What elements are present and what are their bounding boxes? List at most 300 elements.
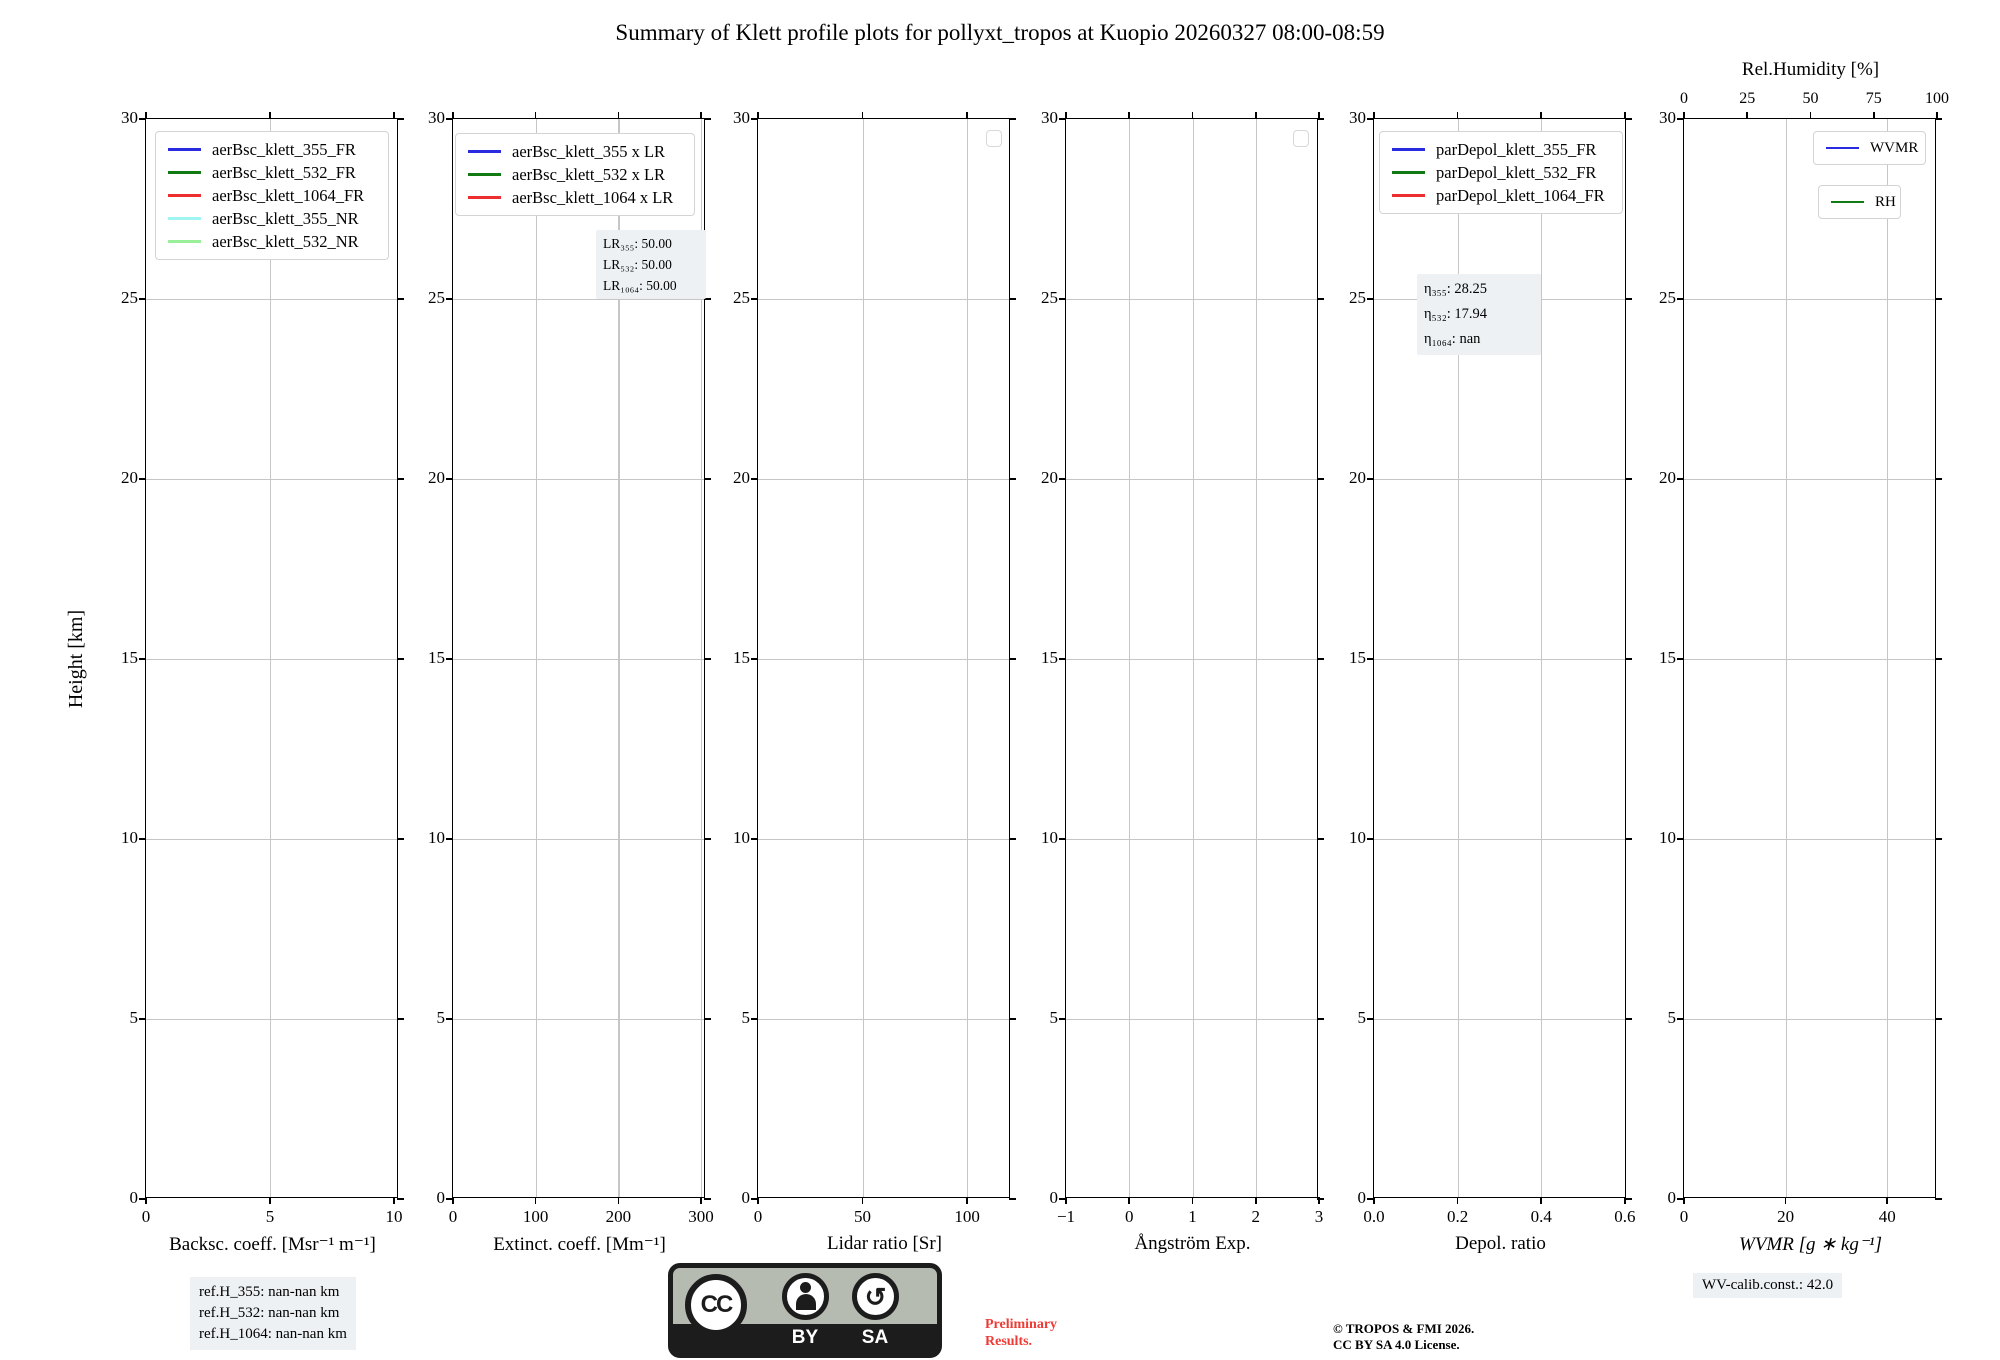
y-tick-right [1625,658,1632,660]
x-tick-top [700,112,702,119]
legend-line-sample [168,217,201,219]
y-tick-label: 30 [733,108,750,127]
x-tick-label: 100 [954,1207,980,1226]
y-tick [139,1198,146,1200]
y-tick-label: 10 [733,828,750,847]
ref-height-annotation [190,1277,356,1350]
y-tick [446,118,453,120]
y-tick [1367,1018,1374,1020]
gridline-y [1684,299,1935,300]
legend-line-sample [468,173,501,175]
x-tick-top [862,112,864,119]
annotation-line: η₁₀₆₄: nan [1424,331,1481,347]
legend-label: RH [1875,193,1896,210]
legend-entry [462,163,688,186]
y-tick-right [1317,478,1324,480]
y-tick-label: 25 [733,288,750,307]
top-axis-tick [1873,112,1875,119]
y-tick [446,478,453,480]
y-tick-label: 15 [1041,648,1058,667]
y-tick-label: 15 [1349,648,1366,667]
x-tick [1785,1197,1787,1204]
top-axis-tick [1746,112,1748,119]
x-tick [1255,1197,1257,1204]
y-tick-label: 20 [121,468,138,487]
top-axis-tick-label: 100 [1925,90,1949,107]
legend-box [1813,131,1926,165]
y-tick-label: 10 [1659,828,1676,847]
y-tick [751,298,758,300]
y-tick [1367,1198,1374,1200]
y-tick-right [1317,118,1324,120]
y-tick-right [1009,658,1016,660]
copyright-note [1333,1321,1474,1353]
top-axis-tick-label: 25 [1739,90,1756,107]
y-tick-label: 5 [129,1008,138,1027]
y-tick-right [704,118,711,120]
legend-label: aerBsc_klett_532_NR [212,231,359,251]
top-axis-tick-label: 0 [1680,90,1688,107]
x-axis-label: WVMR [g ∗ kg⁻¹] [1739,1234,1882,1255]
empty-legend-box [986,130,1002,147]
legend-entry [1386,184,1616,207]
annotation-box [596,230,706,299]
gridline-y [146,659,397,660]
y-tick [446,298,453,300]
legend-entry [162,138,382,161]
x-tick-top [1128,112,1130,119]
y-tick-right [397,478,404,480]
gridline-y [453,1019,704,1020]
x-tick-label: 5 [265,1207,275,1226]
y-tick-right [397,298,404,300]
y-tick-label: 25 [428,288,445,307]
y-tick-right [397,1018,404,1020]
x-tick-top [1255,112,1257,119]
cc-logo-icon: CC [685,1274,747,1336]
y-tick-right [1009,298,1016,300]
legend-label: aerBsc_klett_355_NR [212,208,359,228]
x-tick [862,1197,864,1204]
x-tick [1886,1197,1888,1204]
y-tick-label: 10 [428,828,445,847]
legend-label: aerBsc_klett_1064 x LR [512,187,674,207]
legend-entry [162,230,382,253]
cc-sa-label: SA [861,1327,889,1348]
attribution-person-icon [782,1273,829,1320]
legend-line-sample [1831,201,1864,203]
gridline-x [1541,119,1542,1197]
gridline-y [1374,659,1625,660]
gridline-y [1374,479,1625,480]
x-tick-top [1457,112,1459,119]
x-axis-label: Extinct. coeff. [Mm⁻¹] [493,1234,666,1255]
x-tick-label: 0.2 [1447,1207,1469,1226]
legend-line-sample [468,196,501,198]
annotation-line: η₅₃₂: 17.94 [1424,306,1488,322]
y-tick [1059,1198,1066,1200]
wv-calibration-annotation: WV-calib.const.: 42.0 [1693,1273,1842,1298]
y-tick-right [1625,838,1632,840]
y-tick [139,118,146,120]
y-tick [1059,838,1066,840]
legend-line-sample [1392,171,1425,173]
person-icon [787,1278,824,1315]
legend-label: WVMR [1870,139,1919,156]
x-tick-label: 0 [448,1207,458,1226]
y-tick-right [704,658,711,660]
copyright-line-1: © TROPOS & FMI 2026. [1333,1321,1475,1336]
y-tick-right [704,478,711,480]
gridline-y [1374,839,1625,840]
y-tick-right [397,118,404,120]
panel-wvmr [1659,59,1949,1255]
x-tick-label: 40 [1878,1207,1896,1226]
x-tick-label: 0 [753,1207,763,1226]
y-tick-right [1317,1198,1324,1200]
x-axis-label: Lidar ratio [Sr] [826,1233,942,1254]
y-tick-right [397,838,404,840]
y-tick [1367,298,1374,300]
x-tick-label: 0 [1679,1207,1689,1226]
legend-label: parDepol_klett_355_FR [1436,139,1597,159]
gridline-y [453,839,704,840]
y-tick-label: 0 [436,1188,445,1207]
x-tick [269,1197,271,1204]
gridline-x [1129,119,1130,1197]
y-tick-right [1009,838,1016,840]
top-axis-tick-label: 50 [1802,90,1819,107]
x-tick-top [393,112,395,119]
y-tick-right [1935,838,1942,840]
legend-box [1818,185,1901,219]
y-tick [1677,838,1684,840]
y-tick [1367,478,1374,480]
gridline-y [1684,659,1935,660]
x-tick-label: 10 [385,1207,403,1226]
gridline-y [1684,479,1935,480]
x-tick [1457,1197,1459,1204]
ref-height-1064: ref.H_1064: nan-nan km [199,1326,347,1342]
x-tick-top [966,112,968,119]
gridline-y [453,299,704,300]
legend-box [155,131,389,260]
x-axis-label: Ångström Exp. [1134,1233,1251,1254]
gridline-y [453,479,704,480]
gridline-y [758,1019,1009,1020]
y-tick-label: 0 [1049,1188,1058,1207]
y-tick [446,1198,453,1200]
y-tick-label: 30 [428,108,445,127]
y-tick-label: 20 [428,468,445,487]
y-tick-label: 10 [1041,828,1058,847]
gridline-x [270,119,271,1197]
x-tick [700,1197,702,1204]
y-tick-label: 5 [436,1008,445,1027]
gridline-y [1066,1019,1317,1020]
y-tick-label: 20 [1041,468,1058,487]
cc-by-sa-badge [668,1263,942,1358]
x-tick-top [269,112,271,119]
x-tick-label: 2 [1251,1207,1260,1226]
y-tick-right [704,1198,711,1200]
top-axis-label: Rel.Humidity [%] [1741,59,1880,80]
y-tick-label: 25 [1041,288,1058,307]
gridline-y [146,1019,397,1020]
y-tick-right [397,1198,404,1200]
legend-entry [462,186,688,209]
x-tick [1192,1197,1194,1204]
legend-line-sample [1392,194,1425,196]
gridline-y [146,299,397,300]
x-tick-label: 300 [688,1207,714,1226]
cc-by-label: BY [791,1327,819,1348]
legend-label: parDepol_klett_1064_FR [1436,185,1605,205]
x-axis-label: Backsc. coeff. [Msr⁻¹ m⁻¹] [169,1234,376,1255]
y-tick-right [1625,478,1632,480]
gridline-x [1887,119,1888,1197]
legend-label: aerBsc_klett_355 x LR [512,141,666,161]
legend-entry [162,161,382,184]
y-tick-label: 30 [1659,108,1676,127]
y-tick-label: 15 [121,648,138,667]
y-tick-right [1009,478,1016,480]
y-tick [1677,298,1684,300]
legend-entry [1386,138,1616,161]
y-tick-label: 5 [741,1008,750,1027]
y-tick-label: 10 [121,828,138,847]
x-tick-top [1192,112,1194,119]
y-tick-label: 30 [1349,108,1366,127]
y-tick-label: 5 [1667,1008,1676,1027]
y-tick-right [397,658,404,660]
legend-label: aerBsc_klett_355_FR [212,139,356,159]
legend-line-sample [168,148,201,150]
y-tick [139,478,146,480]
y-tick [751,658,758,660]
gridline-y [758,839,1009,840]
share-alike-icon: ↺ [852,1273,899,1320]
gridline-x [967,119,968,1197]
x-tick [393,1197,395,1204]
gridline-y [146,479,397,480]
x-tick-label: 3 [1314,1207,1324,1226]
gridline-x [536,119,537,1197]
x-tick [966,1197,968,1204]
y-tick [751,1018,758,1020]
preliminary-results-note [985,1316,1057,1350]
x-tick-label: −1 [1056,1207,1076,1226]
y-tick [139,658,146,660]
y-tick [1059,298,1066,300]
y-tick-label: 15 [428,648,445,667]
y-tick [1059,658,1066,660]
legend-label: parDepol_klett_532_FR [1436,162,1597,182]
y-tick [1367,118,1374,120]
y-tick-label: 30 [121,108,138,127]
y-tick [1059,1018,1066,1020]
legend-entry [1386,161,1616,184]
y-tick-label: 15 [1659,648,1676,667]
x-tick-label: 200 [605,1207,632,1226]
gridline-x [1256,119,1257,1197]
legend-label: aerBsc_klett_1064_FR [212,185,365,205]
y-tick-right [1317,838,1324,840]
y-tick [139,838,146,840]
y-tick [1677,118,1684,120]
panel-lidar-ratio [733,108,1010,1254]
legend-label: aerBsc_klett_532_FR [212,162,356,182]
legend-entry [162,184,382,207]
x-tick-label: 0.6 [1614,1207,1636,1226]
y-tick-right [704,838,711,840]
legend-line-sample [1392,148,1425,150]
legend-entry [462,140,688,163]
y-tick [1677,1018,1684,1020]
y-tick-label: 30 [1041,108,1058,127]
x-tick [1128,1197,1130,1204]
legend-box [1379,131,1623,214]
x-tick-top [1540,112,1542,119]
legend-line-sample [168,171,201,173]
gridline-y [146,839,397,840]
x-tick-label: 0 [141,1207,151,1226]
y-tick [1367,838,1374,840]
legend-entry [1820,138,1919,158]
x-tick [1540,1197,1542,1204]
x-tick-label: 100 [522,1207,549,1226]
y-tick-right [1625,298,1632,300]
y-tick-right [1935,1018,1942,1020]
y-tick-right [1935,118,1942,120]
gridline-y [1066,659,1317,660]
y-tick-right [1935,478,1942,480]
y-tick [1059,478,1066,480]
y-tick-right [1625,118,1632,120]
annotation-line: LR₁₀₆₄: 50.00 [603,278,677,293]
legend-label: aerBsc_klett_532 x LR [512,164,666,184]
figure-title: Summary of Klett profile plots for pollyxt_tropos at Kuopio 20260327 08:00-08:59 [615,20,1385,45]
y-tick [751,838,758,840]
gridline-x [863,119,864,1197]
x-tick-label: 20 [1777,1207,1795,1226]
y-tick-label: 0 [1667,1188,1676,1207]
panel-angstrom [1041,108,1324,1254]
y-tick-label: 20 [733,468,750,487]
x-tick-label: 0.0 [1363,1207,1385,1226]
gridline-y [758,659,1009,660]
y-tick [751,478,758,480]
ref-height-355: ref.H_355: nan-nan km [199,1284,340,1300]
y-tick-label: 25 [1349,288,1366,307]
legend-line-sample [168,240,201,242]
preliminary-line-2: Results. [985,1334,1033,1349]
legend-line-sample [168,194,201,196]
y-tick [1677,1198,1684,1200]
y-tick-right [1009,1198,1016,1200]
y-tick [446,1018,453,1020]
y-axis-label: Height [km] [65,609,87,709]
gridline-y [1066,299,1317,300]
y-tick-label: 15 [733,648,750,667]
annotation-box [1417,274,1541,355]
panel-extinction [428,108,714,1255]
x-tick-label: 50 [854,1207,872,1226]
x-tick [618,1197,620,1204]
legend-line-sample [1826,147,1859,149]
y-tick-right [1317,658,1324,660]
legend-entry [1825,192,1894,212]
gridline-x [1786,119,1787,1197]
copyright-line-2: CC BY SA 4.0 License. [1333,1337,1460,1352]
y-tick [751,118,758,120]
y-tick-right [1935,658,1942,660]
y-tick-right [704,1018,711,1020]
y-tick [139,1018,146,1020]
legend-line-sample [468,150,501,152]
y-tick [1367,658,1374,660]
panel-backscatter [121,108,403,1255]
y-tick-label: 20 [1349,468,1366,487]
y-tick-label: 0 [1357,1188,1366,1207]
gridline-y [1066,839,1317,840]
y-tick-right [1317,1018,1324,1020]
y-tick [1059,118,1066,120]
y-tick-label: 5 [1049,1008,1058,1027]
y-tick-label: 10 [1349,828,1366,847]
gridline-y [1066,479,1317,480]
empty-legend-box [1293,130,1309,147]
y-tick-right [1935,1198,1942,1200]
gridline-y [1374,1019,1625,1020]
gridline-y [758,299,1009,300]
x-tick [535,1197,537,1204]
y-tick-label: 25 [1659,288,1676,307]
y-tick-label: 5 [1357,1008,1366,1027]
top-axis-tick [1810,112,1812,119]
y-tick-right [1317,298,1324,300]
y-tick [1677,478,1684,480]
y-tick [446,838,453,840]
annotation-line: LR₅₃₂: 50.00 [603,257,672,272]
annotation-line: η₃₅₅: 28.25 [1424,281,1488,297]
y-tick-right [1009,1018,1016,1020]
gridline-y [1684,1019,1935,1020]
y-tick-label: 0 [129,1188,138,1207]
y-tick [446,658,453,660]
y-tick-label: 20 [1659,468,1676,487]
ref-height-532: ref.H_532: nan-nan km [199,1305,340,1321]
y-tick-right [1625,1198,1632,1200]
x-axis-label: Depol. ratio [1455,1233,1546,1254]
gridline-y [758,479,1009,480]
x-tick-top [618,112,620,119]
x-tick-label: 0.4 [1530,1207,1552,1226]
gridline-y [1684,839,1935,840]
y-tick [751,1198,758,1200]
top-axis-tick-label: 75 [1865,90,1882,107]
annotation-line: LR₃₅₅: 50.00 [603,236,672,251]
y-tick-right [1935,298,1942,300]
legend-entry [162,207,382,230]
preliminary-line-1: Preliminary [985,1317,1058,1332]
y-tick-label: 0 [741,1188,750,1207]
gridline-x [1193,119,1194,1197]
panel-depol-ratio [1349,108,1636,1254]
y-tick [139,298,146,300]
y-tick-right [1625,1018,1632,1020]
y-tick-label: 25 [121,288,138,307]
